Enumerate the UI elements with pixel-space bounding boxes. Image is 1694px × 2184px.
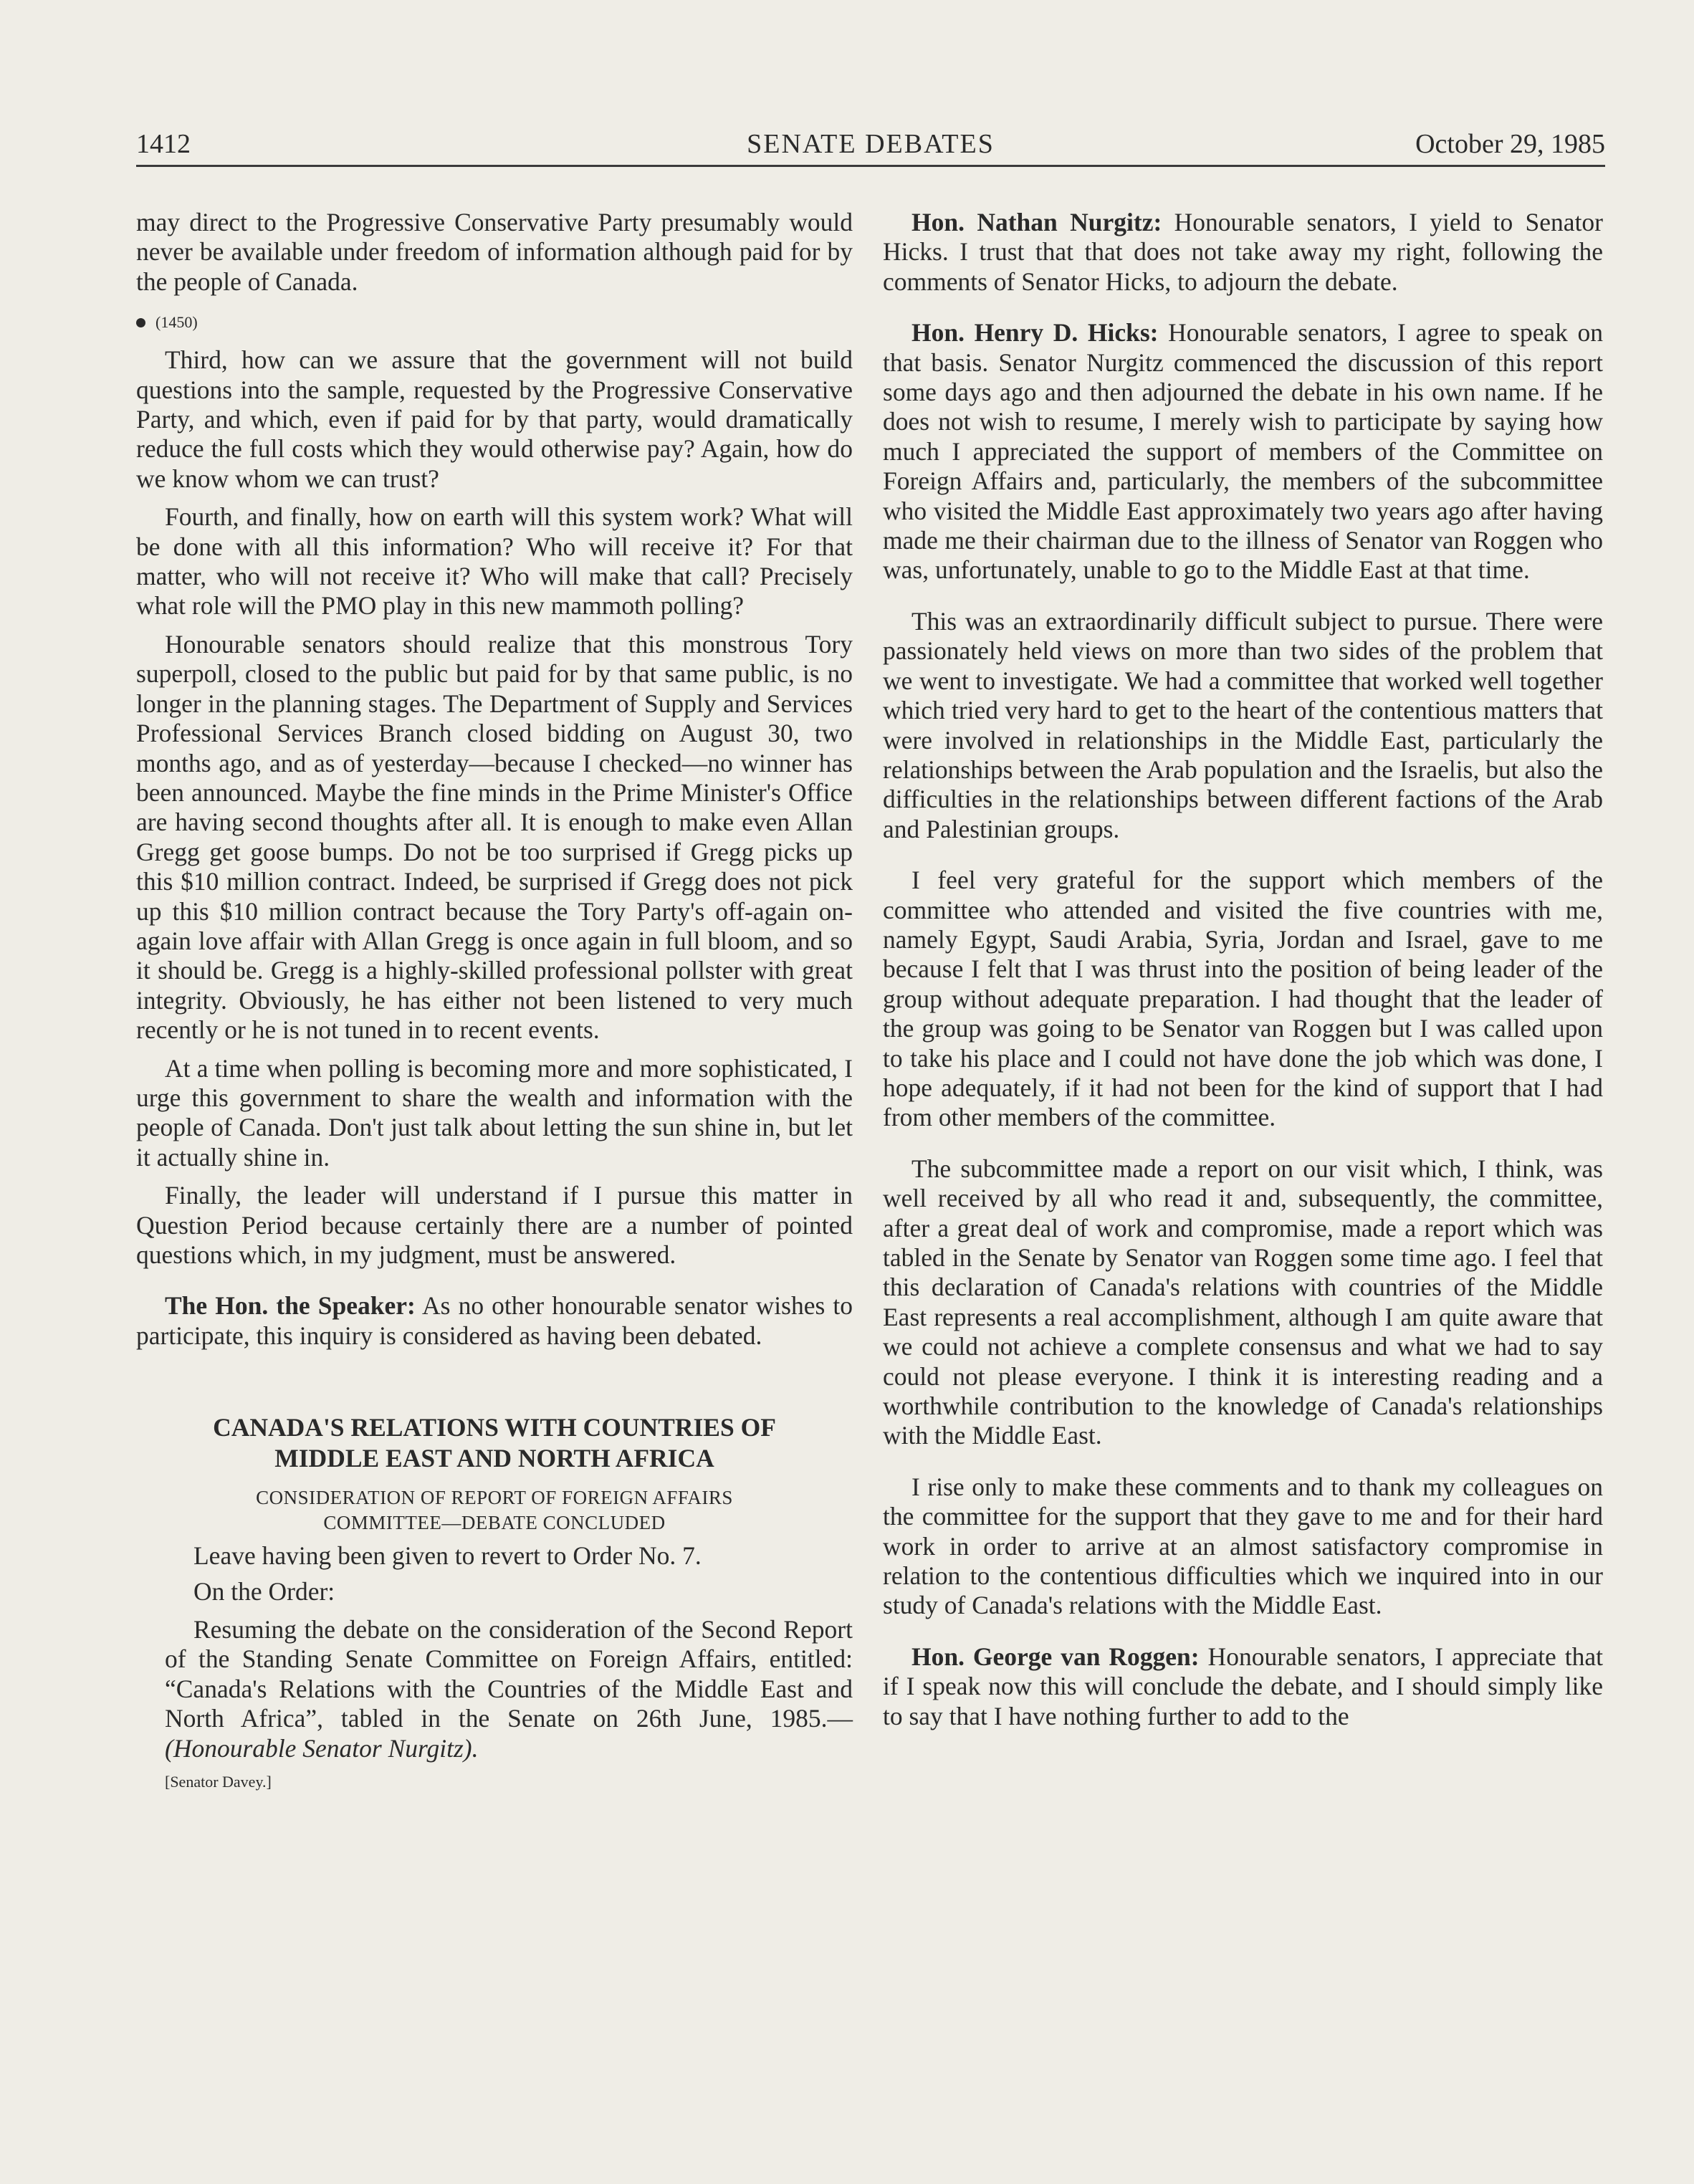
page-date: October 29, 1985: [1415, 129, 1605, 159]
procedural-text: On the Order:: [193, 1576, 335, 1606]
paragraph: The subcommittee made a report on our visit which, I think, was well received by all who read it and, subsequently, the committee, after a great deal of work and compromise, made a report which was tabled in the Senate by Senator van Roggen some time ago. I feel that this declaration of Canada's relations with countries of the Middle East represents a real accomplishment, although I am quite aware that we could not achieve a complete consensus and what we had to say could not please everyone. I think it is interesting reading and a worthwhile contribution to the knowledge of Canada's relationships with the Middle East.: [883, 1154, 1603, 1450]
paragraph: Finally, the leader will understand if I pursue this matter in Question Period because certainly there are a number of pointed questions which, in my judgment, must be answered.: [136, 1181, 853, 1269]
speaker-paragraph: [136, 1291, 853, 1351]
publication-title: SENATE DEBATES: [747, 129, 995, 159]
paragraph: I rise only to make these comments and to thank my colleagues on the committee for the support that they gave to me and for their hard work in order to arrive at an almost satisfactory compromise in relation to the contentious difficulties which we inquired into in our study of Canada's relations with the Middle East.: [883, 1472, 1603, 1620]
speaker-name: The Hon. the Speaker:: [165, 1291, 416, 1321]
order-detail-attribution: (Honourable Senator Nurgitz).: [165, 1733, 479, 1763]
subheading-line: COMMITTEE—DEBATE CONCLUDED: [323, 1512, 666, 1534]
speaker-name: Hon. Nathan Nurgitz:: [911, 208, 1162, 236]
subheading-line: CONSIDERATION OF REPORT OF FOREIGN AFFAIRS: [256, 1487, 733, 1509]
paragraph: Third, how can we assure that the government will not build questions into the sample, requested by the Progressive Conservative Party, and which, even if paid for by that party, would dramatically reduce the full costs which they would otherwise pay? Again, how do we know whom we can trust?: [136, 345, 853, 493]
page-footnote: [Senator Davey.]: [165, 1773, 272, 1791]
procedural-text: Leave having been given to revert to Order No. 7.: [193, 1541, 702, 1571]
paragraph: Honourable senators should realize that this monstrous Tory superpoll, closed to the public but paid for by that same public, is no longer in the planning stages. The Department of Supply and Services Professional Services Branch closed bidding on August 30, two months ago, and as of yesterday—because I checked—no winner has been announced. Maybe the fine minds in the Prime Minister's Office are having second thoughts after all. It is enough to make even Allan Gregg get goose bumps. Do not be too surprised if Gregg picks up this $10 million contract. Indeed, be surprised if Gregg does not pick up this $10 million contract because the Tory Party's off-again on-again love affair with Allan Gregg is once again in full bloom, and so it should be. Gregg is a highly-skilled professional pollster with great integrity. Obviously, he has either not been listened to very much recently or he is not tuned in to recent events.: [136, 629, 853, 1045]
page-header: [136, 128, 1605, 167]
order-detail-text: Resuming the debate on the consideration of the Second Report of the Standing Senate Committee on Foreign Affairs, entitled: “Canada's Relations with the Countries of the Middle East and North Africa”, tabled in the Senate on 26th June, 1985.—: [165, 1615, 853, 1733]
section-subheading: [136, 1485, 853, 1536]
speaker-text: Honourable senators, I agree to speak on that basis. Senator Nurgitz commenced the discussion of this report some days ago and then adjourned the debate in his own name. If he does not wish to resume, I merely wish to participate by saying how much I appreciated the support of members of the Committee on Foreign Affairs and, particularly, the members of the subcommittee who visited the Middle East approximately two years ago after having made me their chairman due to the illness of Senator van Roggen who was, unfortunately, unable to go to the Middle East at that time.: [883, 318, 1603, 585]
speaker-text: Honourable senators, I appreciate that if I speak now this will conclude the debate, and I should simply like to say that I have nothing further to add to the: [883, 1642, 1603, 1730]
paragraph: This was an extraordinarily difficult subject to pursue. There were passionately held views on more than two sides of the problem that we went to investigate. We had a committee that worked well together which tried very hard to get to the heart of the contentious matters that were involved in relationships in the Middle East, particularly the relationships between the Arab population and the Israelis, but also the difficulties in the relationships between different factions of the Arab and Palestinian groups.: [883, 606, 1603, 843]
time-marker: [136, 312, 853, 332]
speaker-name: Hon. George van Roggen:: [911, 1642, 1200, 1671]
left-column: [136, 208, 853, 1792]
speaker-name: Hon. Henry D. Hicks:: [911, 318, 1159, 348]
section-heading: [136, 1412, 853, 1474]
time-marker-text: (1450): [155, 313, 198, 332]
paragraph: At a time when polling is becoming more and more sophisticated, I urge this government to share the wealth and information with the people of Canada. Don't just talk about letting the sun shine in, but let it actually shine in.: [136, 1053, 853, 1172]
paragraph: I feel very grateful for the support which members of the committee who attended and visited the five countries with me, namely Egypt, Saudi Arabia, Syria, Jordan and Israel, gave to me because I felt that I was thrust into the position of being leader of the group without adequate preparation. I had thought that the leader of the group was going to be Senator van Roggen but I was called upon to take his place and I could not have done the job which was done, I hope adequately, if it had not been for the kind of support that I had from other members of the committee.: [883, 866, 1603, 1132]
right-column: [883, 208, 1603, 1731]
speaker-paragraph: [883, 1642, 1603, 1731]
order-detail: [136, 1615, 853, 1763]
paragraph: Fourth, and finally, how on earth will this system work? What will be done with all this information? Who will receive it? For that matter, who will not receive it? Who will make that call? Precisely what role will the PMO play in this new mammoth polling?: [136, 502, 853, 621]
section-heading-line: CANADA'S RELATIONS WITH COUNTRIES OF: [213, 1413, 776, 1442]
speaker-text: As no other honourable senator wishes to participate, this inquiry is considered as having been debated.: [136, 1291, 853, 1350]
page-number: 1412: [136, 129, 191, 159]
section-heading-line: MIDDLE EAST AND NORTH AFRICA: [274, 1444, 714, 1473]
paragraph: may direct to the Progressive Conservative Party presumably would never be available under freedom of information although paid for by the people of Canada.: [136, 208, 853, 296]
speaker-text: Honourable senators, I yield to Senator Hicks. I trust that that does not take away my right, following the comments of Senator Hicks, to adjourn the debate.: [883, 208, 1604, 296]
bullet-icon: [136, 318, 145, 327]
speaker-paragraph: [883, 208, 1603, 297]
speaker-paragraph: [883, 318, 1603, 585]
